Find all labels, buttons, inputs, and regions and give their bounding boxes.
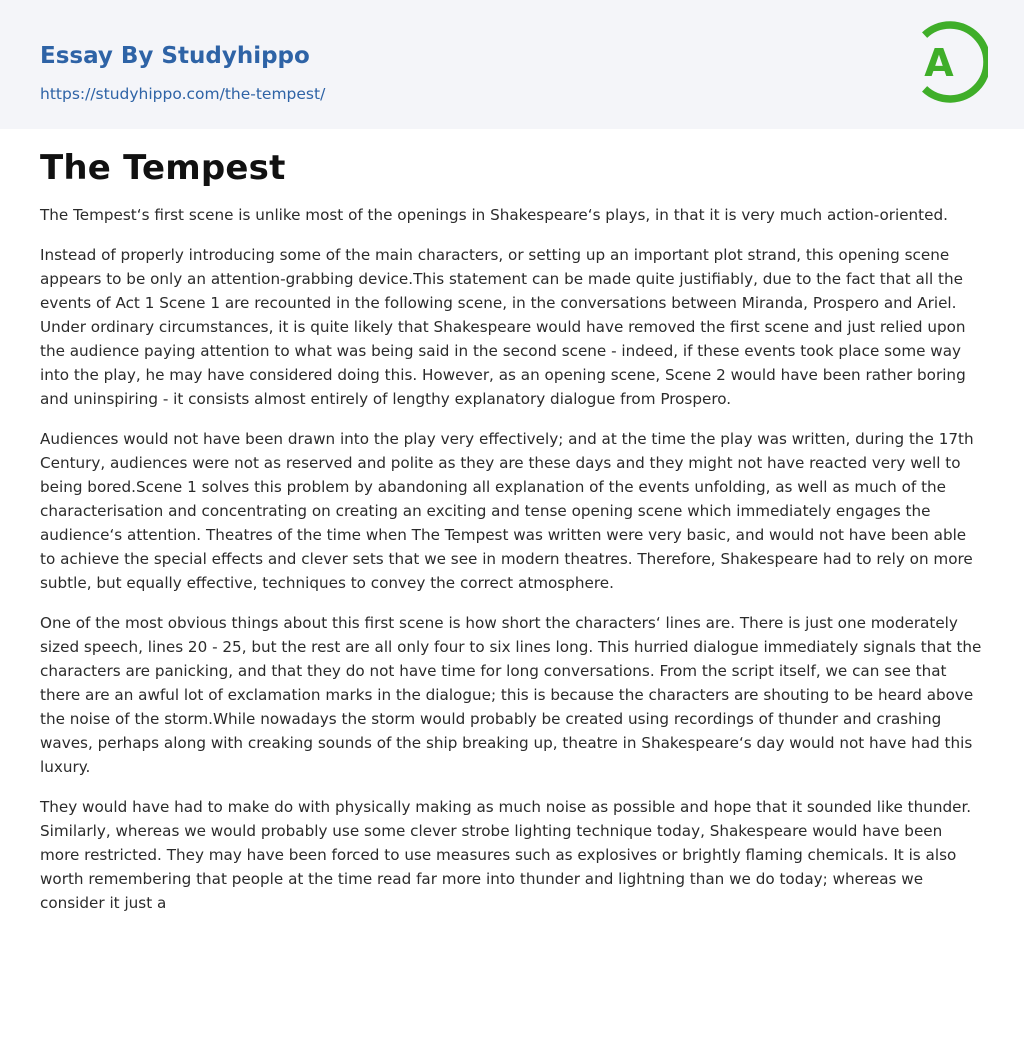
- article-paragraph-4: One of the most obvious things about this first scene is how short the characters‘ lines are. There is just one moderately sized speech, lines 20 - 25, but the rest are all only four to six lines long. This hurried dialogue immediately signals that the characters are panicking, and that they do not have time for long conversations. From the script itself, we can see that there are an awful lot of exclamation marks in the dialogue; this is because the characters are shouting to be heard above the noise of the storm.While nowadays the storm would probably be created using recordings of thunder and crashing waves, perhaps along with creaking sounds of the ship breaking up, theatre in Shakespeare‘s day would not have had this luxury.: [40, 614, 982, 776]
- brand-title: Essay By Studyhippo: [40, 43, 310, 69]
- article-paragraph-3: Audiences would not have been drawn into the play very effectively; and at the time the play was written, during the 17th Century, audiences were not as reserved and polite as they are these days and they might not have reacted very well to being bored.Scene 1 solves this problem by abandoning all explanation of the events unfolding, as well as much of the characterisation and concentrating on creating an exciting and tense opening scene which immediately engages the audience‘s attention. Theatres of the time when The Tempest was written were very basic, and would not have been able to achieve the special effects and clever sets that we see in modern theatres. Therefore, Shakespeare had to rely on more subtle, but equally effective, techniques to convey the correct atmosphere.: [40, 430, 974, 592]
- article-paragraph-5: They would have had to make do with physically making as much noise as possible and hope that it sounded like thunder. Similarly, whereas we would probably use some clever strobe lighting technique today, Shakespeare would have been more restricted. They may have been forced to use measures such as explosives or brightly flaming chemicals. It is also worth remembering that people at the time read far more into thunder and lightning than we do today; whereas we consider it just a: [40, 798, 972, 912]
- article: [40, 146, 984, 931]
- logo-letter: A: [924, 41, 954, 85]
- article-paragraph-2: Instead of properly introducing some of the main characters, or setting up an important plot strand, this opening scene appears to be only an attention-grabbing device.This statement can be made quite justifiably, due to the fact that all the events of Act 1 Scene 1 are recounted in the following scene, in the conversations between Miranda, Prospero and Ariel. Under ordinary circumstances, it is quite likely that Shakespeare would have removed the first scene and just relied upon the audience paying attention to what was being said in the second scene - indeed, if these events took place some way into the play, he may have considered doing this. However, as an opening scene, Scene 2 would have been rather boring and uninspiring - it consists almost entirely of lengthy explanatory dialogue from Prospero.: [40, 246, 966, 408]
- site-header: [0, 0, 1024, 129]
- article-paragraph-1: The Tempest‘s first scene is unlike most of the openings in Shakespeare‘s plays, in that it is very much action-oriented.: [40, 206, 948, 224]
- page-title: The Tempest: [40, 148, 286, 188]
- studyhippo-logo-icon: [910, 18, 988, 106]
- source-url-link[interactable]: https://studyhippo.com/the-tempest/: [40, 85, 326, 103]
